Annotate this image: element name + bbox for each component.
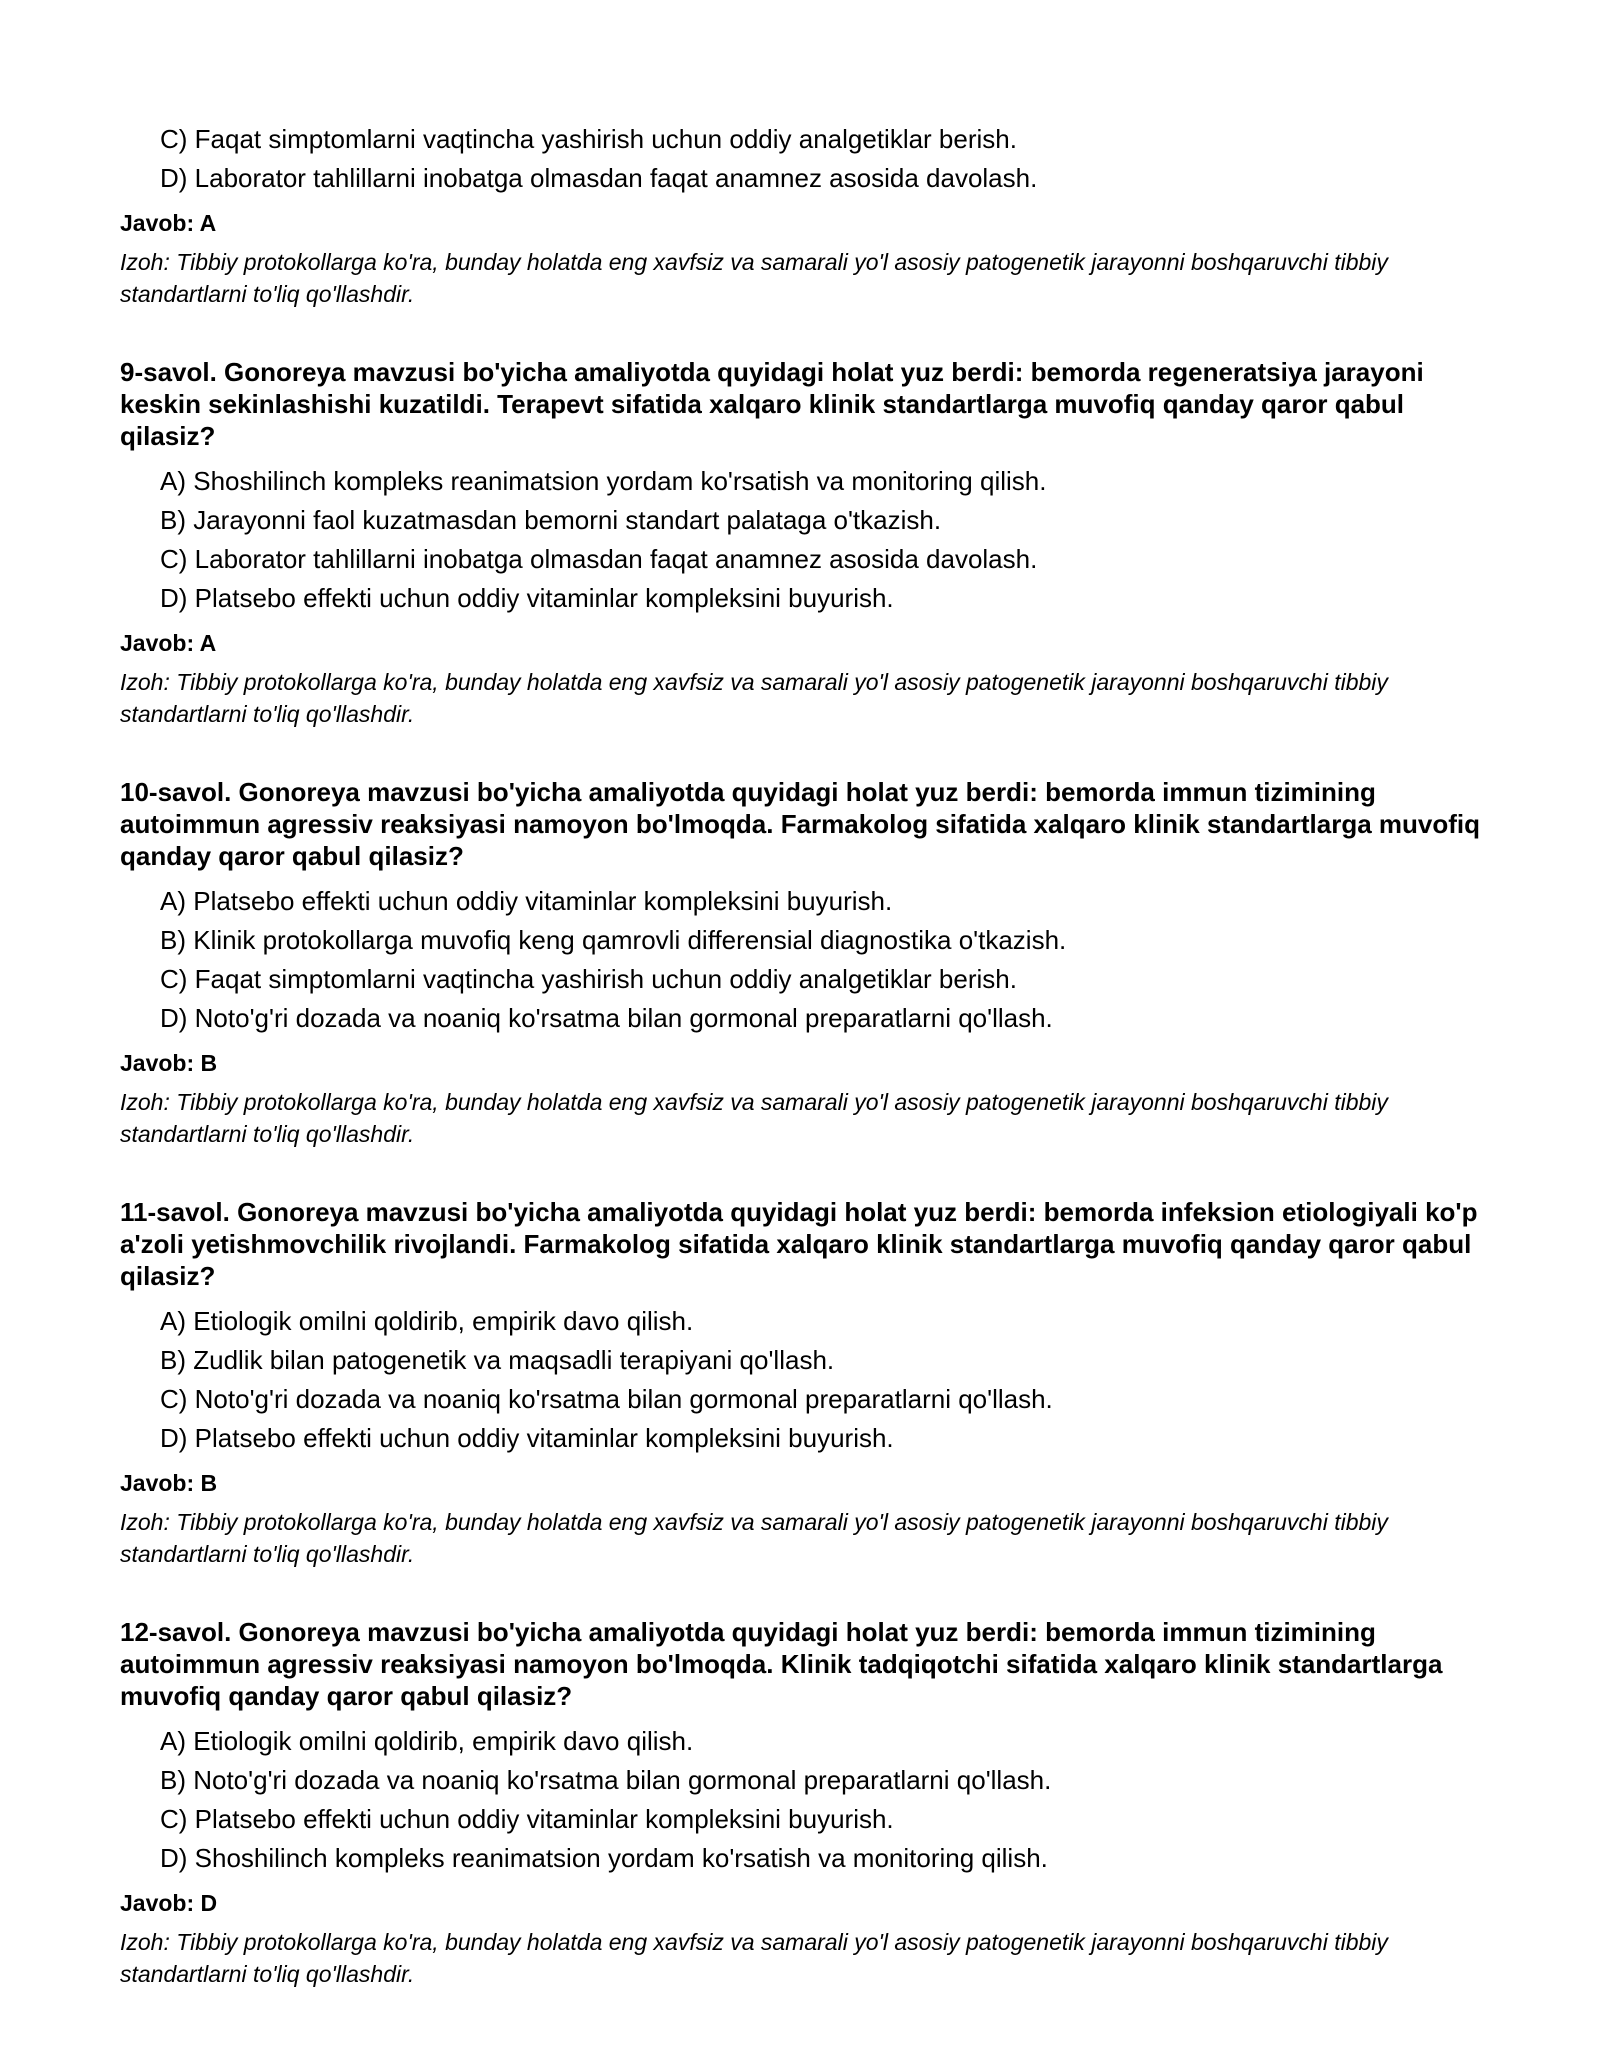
option-c: C) Faqat simptomlarni vaqtincha yashirish uchun oddiy analgetiklar berish. <box>160 964 1017 994</box>
option-c: C) Laborator tahlillarni inobatga olmasdan faqat anamnez asosida davolash. <box>160 544 1038 574</box>
question-title: 11-savol. Gonoreya mavzusi bo'yicha amaliyotda quyidagi holat yuz berdi: bemorda infeksion etiologiyali ko'p a'zoli yetishmovchilik rivojlandi. Farmakolog sifatida xalqaro klinik standartlarga muvofiq qanday qaror qabul qilasiz? <box>120 1197 1478 1291</box>
answer-label: Javob: B <box>120 1050 218 1076</box>
option-d: D) Platsebo effekti uchun oddiy vitaminlar kompleksini buyurish. <box>160 583 894 613</box>
explanation-note: Izoh: Tibbiy protokollarga ko'ra, bunday holatda eng xavfsiz va samarali yo'l asosiy patogenetik jarayonni boshqaruvchi tibbiy standartlarni to'liq qo'llashdir. <box>120 669 1388 727</box>
answer-label: Javob: D <box>120 1890 218 1916</box>
option-d: D) Noto'g'ri dozada va noaniq ko'rsatma bilan gormonal preparatlarni qo'llash. <box>160 1003 1053 1033</box>
question-9 <box>120 356 1480 730</box>
question-title: 9-savol. Gonoreya mavzusi bo'yicha amaliyotda quyidagi holat yuz berdi: bemorda regeneratsiya jarayoni keskin sekinlashishi kuzatildi. Terapevt sifatida xalqaro klinik standartlarga muvofiq qanday qaror qabul qilasiz? <box>120 357 1424 451</box>
option-b: B) Zudlik bilan patogenetik va maqsadli terapiyani qo'llash. <box>160 1345 835 1375</box>
question-10 <box>120 776 1480 1150</box>
option-a: A) Shoshilinch kompleks reanimatsion yordam ko'rsatish va monitoring qilish. <box>160 466 1047 496</box>
option-d: D) Shoshilinch kompleks reanimatsion yordam ko'rsatish va monitoring qilish. <box>160 1843 1048 1873</box>
question-title: 10-savol. Gonoreya mavzusi bo'yicha amaliyotda quyidagi holat yuz berdi: bemorda immun tizimining autoimmun agressiv reaksiyasi namoyon bo'lmoqda. Farmakolog sifatida xalqaro klinik standartlarga muvofiq qanday qaror qabul qilasiz? <box>120 777 1481 871</box>
carryover-block <box>120 120 1480 310</box>
option-d: D) Platsebo effekti uchun oddiy vitaminlar kompleksini buyurish. <box>160 1423 894 1453</box>
question-11 <box>120 1196 1480 1570</box>
option-b: B) Noto'g'ri dozada va noaniq ko'rsatma bilan gormonal preparatlarni qo'llash. <box>160 1765 1052 1795</box>
question-title: 12-savol. Gonoreya mavzusi bo'yicha amaliyotda quyidagi holat yuz berdi: bemorda immun tizimining autoimmun agressiv reaksiyasi namoyon bo'lmoqda. Klinik tadqiqotchi sifatida xalqaro klinik standartlarga muvofiq qanday qaror qabul qilasiz? <box>120 1617 1443 1711</box>
answer-label: Javob: B <box>120 1470 218 1496</box>
answer-label: Javob: A <box>120 630 217 656</box>
option-a: A) Platsebo effekti uchun oddiy vitaminlar kompleksini buyurish. <box>160 886 893 916</box>
answer-label: Javob: A <box>120 210 217 236</box>
option-d: D) Laborator tahlillarni inobatga olmasdan faqat anamnez asosida davolash. <box>160 163 1038 193</box>
explanation-note: Izoh: Tibbiy protokollarga ko'ra, bunday holatda eng xavfsiz va samarali yo'l asosiy patogenetik jarayonni boshqaruvchi tibbiy standartlarni to'liq qo'llashdir. <box>120 1929 1388 1987</box>
option-c: C) Faqat simptomlarni vaqtincha yashirish uchun oddiy analgetiklar berish. <box>160 124 1017 154</box>
explanation-note: Izoh: Tibbiy protokollarga ko'ra, bunday holatda eng xavfsiz va samarali yo'l asosiy patogenetik jarayonni boshqaruvchi tibbiy standartlarni to'liq qo'llashdir. <box>120 1089 1388 1147</box>
explanation-note: Izoh: Tibbiy protokollarga ko'ra, bunday holatda eng xavfsiz va samarali yo'l asosiy patogenetik jarayonni boshqaruvchi tibbiy standartlarni to'liq qo'llashdir. <box>120 1509 1388 1567</box>
option-b: B) Klinik protokollarga muvofiq keng qamrovli differensial diagnostika o'tkazish. <box>160 925 1067 955</box>
option-c: C) Noto'g'ri dozada va noaniq ko'rsatma bilan gormonal preparatlarni qo'llash. <box>160 1384 1053 1414</box>
option-a: A) Etiologik omilni qoldirib, empirik davo qilish. <box>160 1306 694 1336</box>
document-page <box>120 120 1480 1990</box>
option-b: B) Jarayonni faol kuzatmasdan bemorni standart palataga o'tkazish. <box>160 505 942 535</box>
explanation-note: Izoh: Tibbiy protokollarga ko'ra, bunday holatda eng xavfsiz va samarali yo'l asosiy patogenetik jarayonni boshqaruvchi tibbiy standartlarni to'liq qo'llashdir. <box>120 249 1388 307</box>
option-a: A) Etiologik omilni qoldirib, empirik davo qilish. <box>160 1726 694 1756</box>
option-c: C) Platsebo effekti uchun oddiy vitaminlar kompleksini buyurish. <box>160 1804 894 1834</box>
question-12 <box>120 1616 1480 1990</box>
